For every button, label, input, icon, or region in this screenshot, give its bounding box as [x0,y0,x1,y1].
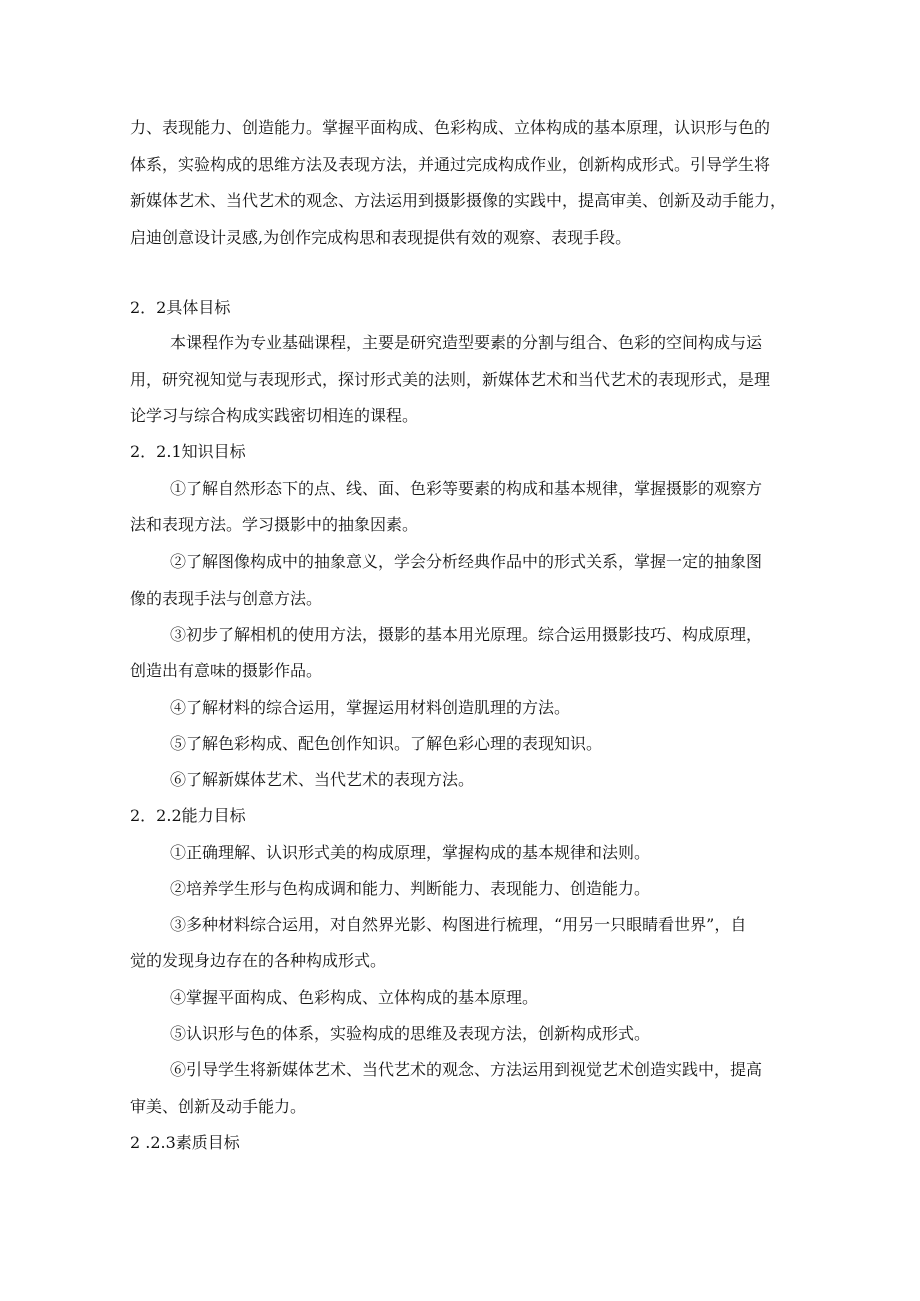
list-item: ①正确理解、认识形式美的构成原理，掌握构成的基本规律和法则。 [170,843,651,862]
list-item: ④掌握平面构成、色彩构成、立体构成的基本原理。 [170,988,539,1007]
section-heading-2-2: 2．2具体目标 [130,298,231,317]
list-item: ②了解图像构成中的抽象意义，学会分析经典作品中的形式关系，掌握一定的抽象图 [170,552,763,571]
list-item-continuation: 法和表现方法。学习摄影中的抽象因素。 [130,515,419,534]
list-item: ①了解自然形态下的点、线、面、色彩等要素的构成和基本规律，掌握摄影的观察方 [170,479,763,498]
list-item: ③多种材料综合运用，对自然界光影、构图进行梳理，“用另一只眼睛看世界”，自 [170,915,747,934]
list-item: ⑤认识形与色的体系，实验构成的思维及表现方法，创新构成形式。 [170,1024,651,1043]
list-item: ⑤了解色彩构成、配色创作知识。了解色彩心理的表现知识。 [170,734,603,753]
paragraph-line: 本课程作为专业基础课程，主要是研究造型要素的分割与组合、色彩的空间构成与运 [170,333,763,352]
section-heading-2-2-1: 2．2.1知识目标 [130,442,246,461]
list-item: ②培养学生形与色构成调和能力、判断能力、表现能力、创造能力。 [170,879,651,898]
list-item: ⑥了解新媒体艺术、当代艺术的表现方法。 [170,770,475,789]
list-item-continuation: 创造出有意味的摄影作品。 [130,661,323,680]
list-item-continuation: 觉的发现身边存在的各种构成形式。 [130,951,387,970]
list-item-continuation: 像的表现手法与创意方法。 [130,589,323,608]
list-item: ③初步了解相机的使用方法，摄影的基本用光原理。综合运用摄影技巧、构成原理， [170,625,763,644]
section-heading-2-2-2: 2．2.2能力目标 [130,806,246,825]
paragraph-line: 用，研究视知觉与表现形式，探讨形式美的法则，新媒体艺术和当代艺术的表现形式，是理 [130,370,771,389]
list-item: ④了解材料的综合运用，掌握运用材料创造肌理的方法。 [170,698,571,717]
paragraph-line: 启迪创意设计灵感,为创作完成构思和表现提供有效的观察、表现手段。 [130,228,632,247]
list-item: ⑥引导学生将新媒体艺术、当代艺术的观念、方法运用到视觉艺术创造实践中，提高 [170,1060,763,1079]
paragraph-line: 力、表现能力、创造能力。掌握平面构成、色彩构成、立体构成的基本原理，认识形与色的 [130,118,771,137]
paragraph-line: 新媒体艺术、当代艺术的观念、方法运用到摄影摄像的实践中，提高审美、创新及动手能力， [130,191,787,210]
section-heading-2-2-3: 2 .2.3素质目标 [130,1133,240,1152]
paragraph-line: 论学习与综合构成实践密切相连的课程。 [130,406,419,425]
paragraph-line: 体系，实验构成的思维方法及表现方法，并通过完成构成作业，创新构成形式。引导学生将 [130,155,771,174]
list-item-continuation: 审美、创新及动手能力。 [130,1097,307,1116]
